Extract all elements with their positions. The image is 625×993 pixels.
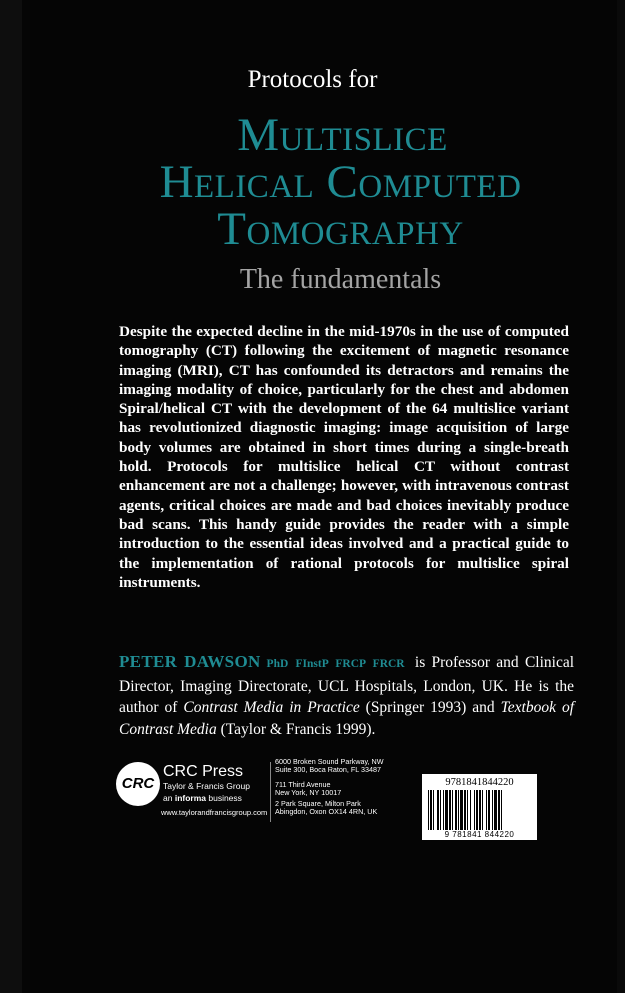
- publisher-name: CRC Press: [163, 763, 244, 780]
- book-description: Despite the expected decline in the mid-1970s in the use of computed tomography (CT) following the excitement of magnetic resonance imaging (MRI), CT has confounded its detractors and remains the imaging modality of choice, particularly for the chest and abdomen Spiral/helical CT with the development of the 64 multislice variant has revolutionized diagnostic imaging: image acquisition of large body volumes are obtained in short times during a single-breath hold. Protocols for multislice helical CT without contrast enhancement are not a challenge; however, with intravenous contrast agents, critical choices are made and bad choices inevitably produce bad scans. This handy guide provides the reader with a simple introduction to the essential ideas involved and a practical guide to the implementation of rational protocols for multislice spiral instruments.: [119, 323, 569, 591]
- author-bio-text-2: (Springer 1993) and: [359, 699, 501, 716]
- title-line-1: Multislice: [237, 109, 448, 161]
- isbn-number: 9781841844220: [445, 777, 514, 788]
- subtitle: The fundamentals: [239, 264, 442, 295]
- title-prefix: Protocols for: [247, 66, 378, 93]
- author-bio-text-3: (Taylor & Francis 1999).: [216, 720, 376, 738]
- barcode-digits: 9 781841 844220: [444, 830, 515, 839]
- address-new-york: 711 Third Avenue New York, NY 10017: [275, 780, 342, 798]
- business-prefix: an: [163, 793, 175, 803]
- author-bio-text-1: is Professor and Clinical Director, Imaging Directorate, UCL Hospitals, London, UK. He is the author of: [119, 654, 575, 716]
- author-book-2: Textbook of Contrast Media: [119, 699, 574, 738]
- crc-logo-icon: CRC: [116, 762, 160, 806]
- author-bio: [119, 651, 574, 740]
- title-line-3: Tomography: [217, 203, 464, 255]
- divider: [270, 762, 271, 822]
- address-uk: 2 Park Square, Milton Park Abingdon, Oxon OX14 4RN, UK: [275, 799, 378, 817]
- business-suffix: business: [206, 793, 242, 803]
- publisher-website[interactable]: www.taylorandfrancisgroup.com: [161, 808, 268, 817]
- author-name: PETER DAWSON: [119, 652, 261, 671]
- publisher-block: [113, 748, 409, 828]
- author-credentials: PhD FInstP FRCP FRCR: [266, 658, 405, 670]
- isbn-barcode: [422, 774, 537, 840]
- address-florida: 6000 Broken Sound Parkway, NW Suite 300, Boca Raton, FL 33487: [275, 757, 384, 775]
- publisher-group: Taylor & Francis Group: [163, 781, 250, 791]
- barcode-icon: [428, 790, 533, 830]
- title-line-2: Helical Computed: [159, 156, 522, 208]
- author-book-1: Contrast Media in Practice: [183, 699, 360, 716]
- informa-brand: informa: [174, 793, 206, 803]
- publisher-business: [163, 793, 242, 803]
- spine-edge: [0, 0, 22, 993]
